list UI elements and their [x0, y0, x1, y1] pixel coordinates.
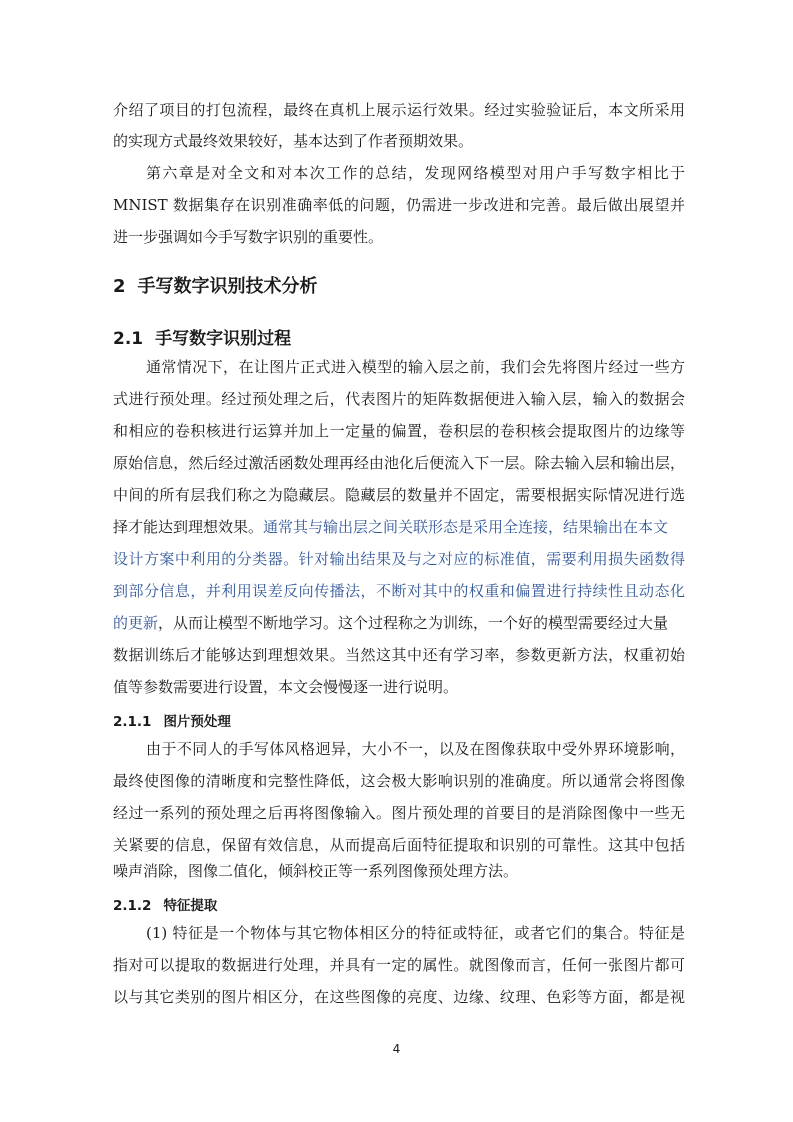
- body-text-line: 最终使图像的清晰度和完整性降低，这会极大影响识别的准确度。所以通常会将图像: [113, 772, 685, 790]
- subsection-heading: [113, 324, 291, 349]
- subsubsection-title: 特征提取: [163, 898, 218, 914]
- body-text-line: 以与其它类别的图片相区分，在这些图像的亮度、边缘、纹理、色彩等方面，都是视: [113, 988, 685, 1006]
- subsection-title: 手写数字识别过程: [155, 329, 292, 349]
- body-text-line: 原始信息，然后经过激活函数处理再经由池化后便流入下一层。除去输入层和输出层，: [113, 454, 685, 472]
- text-run: 择才能达到理想效果。: [113, 518, 264, 536]
- subsubsection-title: 图片预处理: [163, 714, 231, 730]
- body-text-line: 式进行预处理。经过预处理之后，代表图片的矩阵数据便进入输入层，输入的数据会: [113, 390, 685, 408]
- body-text-line: 噪声消除，图像二值化，倾斜校正等一系列图像预处理方法。: [113, 862, 519, 880]
- body-text-line: 由于不同人的手写体风格迥异，大小不一，以及在图像获取中受外界环境影响，: [146, 740, 685, 758]
- text-run: ，从而让模型不断地学习。这个过程称之为训练，一个好的模型需要经过大量: [158, 614, 669, 632]
- body-text-line: 介绍了项目的打包流程，最终在真机上展示运行效果。经过实验验证后，本文所采用: [113, 101, 685, 119]
- subsubsection-heading: [113, 710, 231, 730]
- highlighted-text-line: 到部分信息，并利用误差反向传播法，不断对其中的权重和偏置进行持续性且动态化: [113, 582, 685, 600]
- highlighted-text: 通常其与输出层之间关联形态是采用全连接，结果输出在本文: [263, 518, 669, 536]
- body-text-line: 通常情况下，在让图片正式进入模型的输入层之前，我们会先将图片经过一些方: [146, 358, 685, 376]
- subsection-number: 2.1: [113, 329, 144, 349]
- body-text-line: 值等参数需要进行设置，本文会慢慢逐一进行说明。: [113, 678, 459, 696]
- body-text-line: 经过一系列的预处理之后再将图像输入。图片预处理的首要目的是消除图像中一些无: [113, 804, 685, 822]
- body-text-line: MNIST 数据集存在识别准确率低的问题，仍需进一步改进和完善。最后做出展望并: [113, 196, 685, 214]
- subsubsection-heading: [113, 894, 217, 914]
- section-heading: [113, 272, 318, 298]
- body-text-line: (1) 特征是一个物体与其它物体相区分的特征或特征，或者它们的集合。特征是: [146, 924, 685, 942]
- subsubsection-number: 2.1.2: [113, 898, 152, 914]
- body-text-line: 数据训练后才能够达到理想效果。当然这其中还有学习率，参数更新方法，权重初始: [113, 646, 685, 664]
- body-text-line: 进一步强调如今手写数字识别的重要性。: [113, 228, 384, 246]
- body-text-line: 第六章是对全文和对本次工作的总结，发现网络模型对用户手写数字相比于: [146, 164, 685, 182]
- body-text-line: [113, 516, 685, 538]
- section-title: 手写数字识别技术分析: [137, 276, 318, 297]
- highlighted-text-line: 设计方案中利用的分类器。针对输出结果及与之对应的标准值，需要利用损失函数得: [113, 550, 685, 568]
- body-text-line: 中间的所有层我们称之为隐藏层。隐藏层的数量并不固定，需要根据实际情况进行选: [113, 486, 685, 504]
- body-text-line: 指对可以提取的数据进行处理，并具有一定的属性。就图像而言，任何一张图片都可: [113, 956, 685, 974]
- section-number: 2: [113, 276, 126, 297]
- highlighted-text: 的更新: [113, 614, 159, 632]
- body-text-line: 和相应的卷积核进行运算并加上一定量的偏置，卷积层的卷积核会提取图片的边缘等: [113, 422, 685, 440]
- body-text-line: 的实现方式最终效果较好，基本达到了作者预期效果。: [113, 132, 474, 150]
- subsubsection-number: 2.1.1: [113, 714, 152, 730]
- page-number: 4: [392, 1042, 401, 1056]
- body-text-line: 关紧要的信息，保留有效信息，从而提高后面特征提取和识别的可靠性。这其中包括: [113, 836, 685, 854]
- body-text-line: [113, 612, 685, 634]
